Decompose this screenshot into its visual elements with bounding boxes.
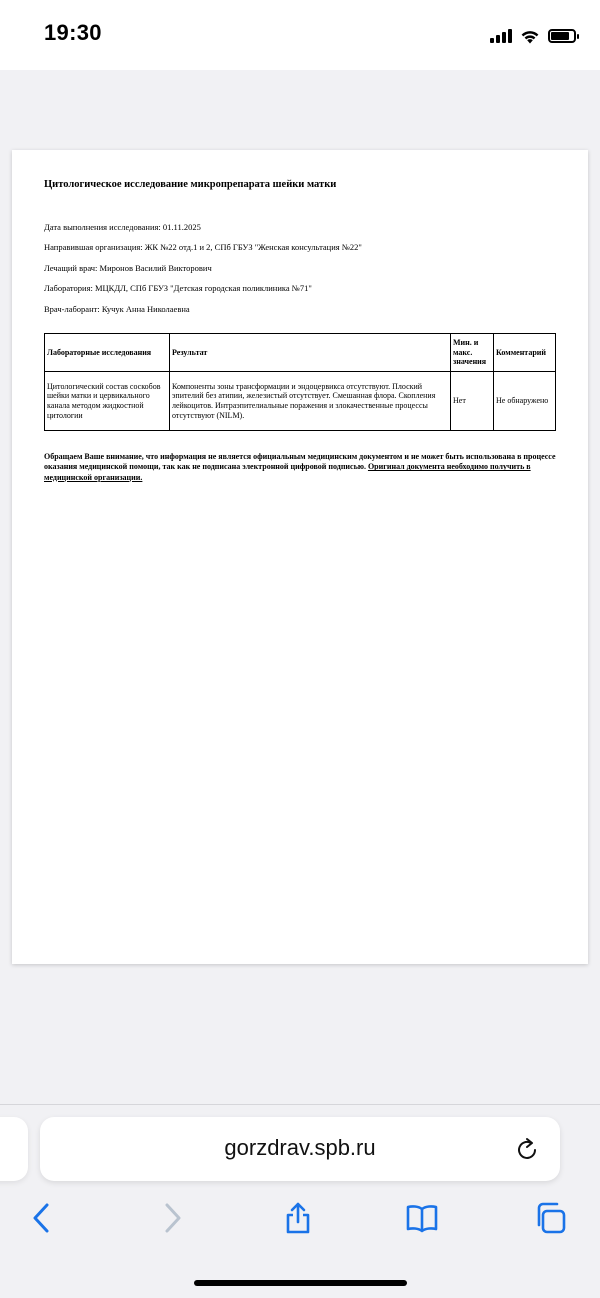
- table-row: [45, 372, 556, 431]
- header-tests: Лабораторные исследования: [45, 334, 170, 372]
- header-result: Результат: [170, 334, 451, 372]
- url-text[interactable]: gorzdrav.spb.ru: [224, 1135, 376, 1160]
- disclaimer-original-link: Оригинал документа необходимо получить в медицинской организации.: [44, 462, 531, 482]
- forward-icon[interactable]: [155, 1201, 189, 1235]
- browser-bottom-bar: [0, 1104, 600, 1298]
- meta-doctor: Лечащий врач: Миронов Василий Викторович: [44, 263, 212, 273]
- reload-icon[interactable]: [514, 1137, 540, 1163]
- previous-tab-pill[interactable]: [0, 1117, 28, 1181]
- disclaimer-text: Обращаем Ваше внимание, что информация не является официальным медицинским документом и не может быть использована в процессе оказания медицинской помощи, так как не подписана электронной цифровой подписью.: [44, 452, 556, 472]
- tabs-icon[interactable]: [533, 1201, 567, 1235]
- disclaimer-notice: [44, 452, 556, 483]
- cell-range: Нет: [451, 372, 494, 431]
- status-time: 19:30: [44, 20, 102, 45]
- cell-result: Компоненты зоны трансформации и эндоцервикса отсутствуют. Плоский эпителий без атипии, железистый отсутствует. Смешанная флора. Скопления лейкоцитов. Интраэпителиальные поражения и злокачественные процессы отсутствуют (NILM).: [170, 372, 451, 431]
- table-header-row: [45, 334, 556, 372]
- share-icon[interactable]: [281, 1201, 315, 1235]
- wifi-icon: [520, 29, 540, 44]
- header-comment: Комментарий: [494, 334, 556, 372]
- document-page: [12, 150, 588, 964]
- home-indicator: [194, 1280, 407, 1286]
- meta-date: Дата выполнения исследования: 01.11.2025: [44, 222, 201, 232]
- cellular-signal-icon: [490, 29, 512, 43]
- meta-organization: Направившая организация: ЖК №22 отд.1 и 2, СПб ГБУЗ "Женская консультация №22": [44, 242, 362, 252]
- meta-laboratory: Лаборатория: МЦКДЛ, СПб ГБУЗ "Детская городская поликлиника №71": [44, 283, 312, 293]
- cell-comment: Не обнаружено: [494, 372, 556, 431]
- bookmarks-icon[interactable]: [405, 1201, 439, 1235]
- cell-test: Цитологический состав соскобов шейки матки и цервикального канала методом жидкостной цитологии: [45, 372, 170, 431]
- header-range: Мин. и макс. значения: [451, 334, 494, 372]
- status-icons: [490, 25, 576, 47]
- results-table: [44, 333, 556, 431]
- battery-icon: [548, 29, 576, 43]
- address-bar[interactable]: [40, 1117, 560, 1181]
- back-icon[interactable]: [25, 1201, 59, 1235]
- document-title: Цитологическое исследование микропрепарата шейки матки: [44, 179, 337, 190]
- meta-lab-doctor: Врач-лаборант: Кучук Анна Николаевна: [44, 304, 190, 314]
- status-bar: [0, 0, 600, 70]
